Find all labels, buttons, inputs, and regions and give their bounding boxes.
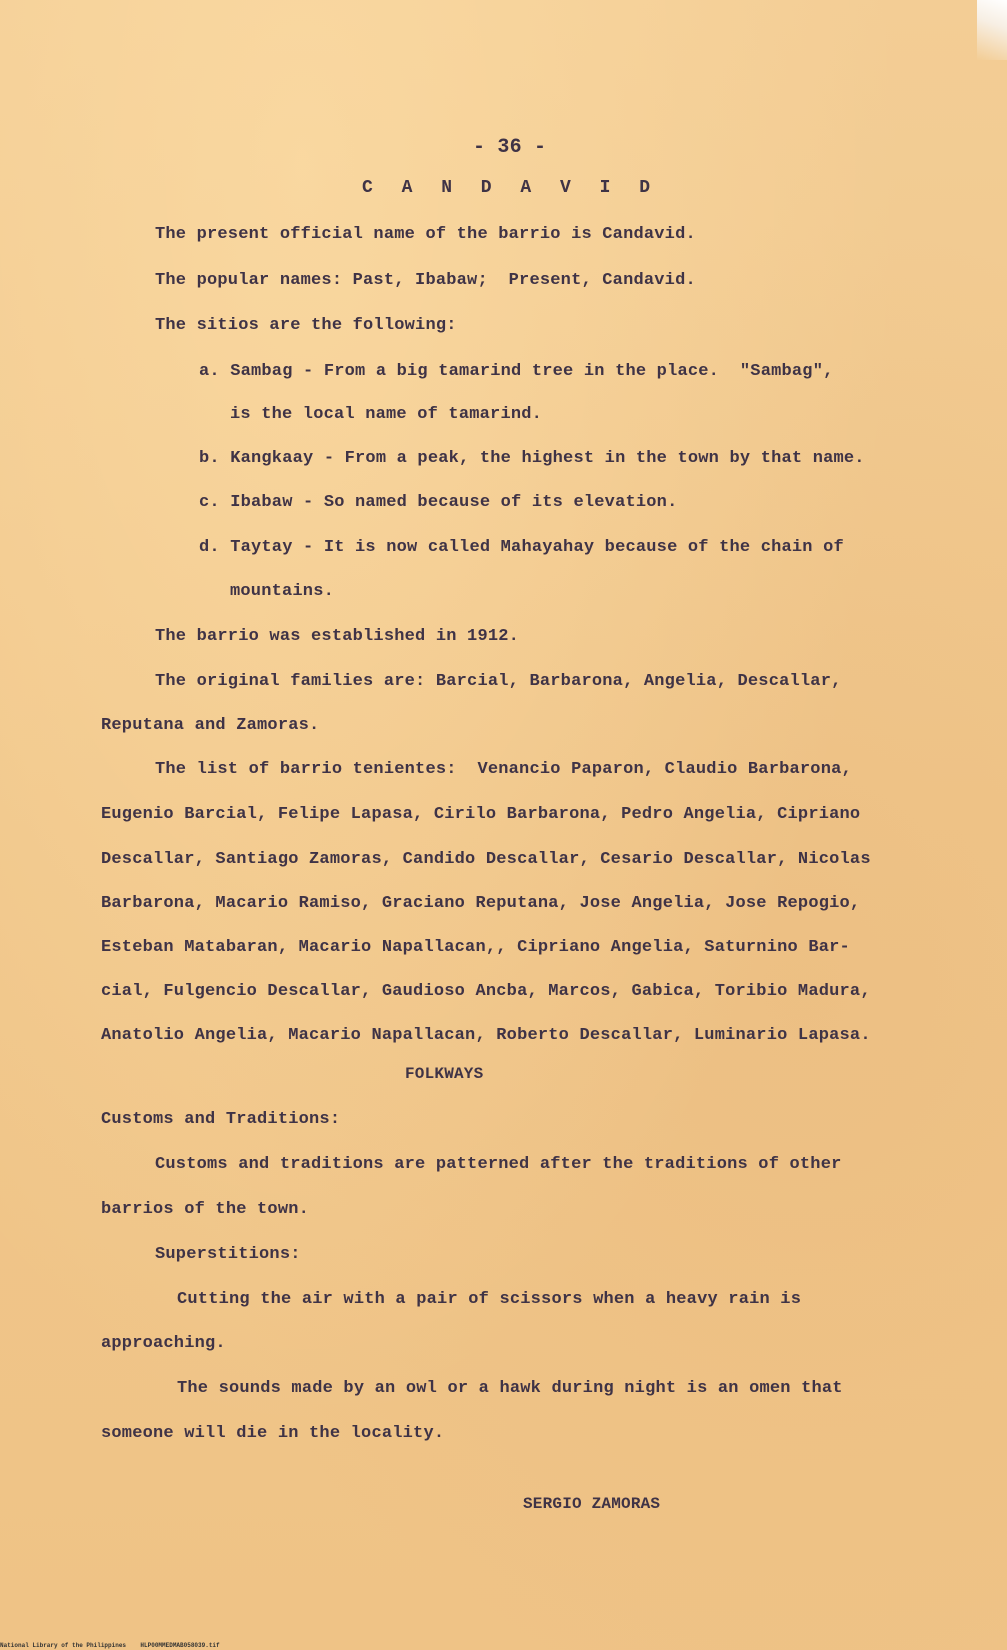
text-line: Customs and traditions are patterned after the traditions of other (155, 1155, 842, 1174)
page-corner (977, 0, 1007, 60)
text-line: The popular names: Past, Ibabaw; Present, Candavid. (155, 271, 696, 290)
text-line: Barbarona, Macario Ramiso, Graciano Reputana, Jose Angelia, Jose Repogio, (101, 894, 861, 913)
scan-footer: National Library of the Philippines HLP00MMEDMAB058039.tif (0, 1642, 220, 1649)
text-line: Esteban Matabaran, Macario Napallacan,, Cipriano Angelia, Saturnino Bar- (101, 938, 850, 957)
text-line: someone will die in the locality. (101, 1424, 445, 1443)
text-line: is the local name of tamarind. (230, 405, 543, 424)
list-item: a. Sambag - From a big tamarind tree in the place. "Sambag", (199, 362, 834, 381)
text-line: The barrio was established in 1912. (155, 627, 520, 646)
text-line: Anatolio Angelia, Macario Napallacan, Roberto Descallar, Luminario Lapasa. (101, 1026, 871, 1045)
document-title: C A N D A V I D (362, 178, 660, 198)
signature-name: SERGIO ZAMORAS (523, 1495, 661, 1513)
subsection-heading: Superstitions: (155, 1245, 301, 1264)
text-line: Descallar, Santiago Zamoras, Candido Descallar, Cesario Descallar, Nicolas (101, 850, 871, 869)
text-line: cial, Fulgencio Descallar, Gaudioso Ancba, Marcos, Gabica, Toribio Madura, (101, 982, 871, 1001)
list-item: b. Kangkaay - From a peak, the highest in the town by that name. (199, 449, 865, 468)
subsection-heading: Customs and Traditions: (101, 1110, 341, 1129)
text-line: The present official name of the barrio is Candavid. (155, 225, 696, 244)
text-line: The sitios are the following: (155, 316, 457, 335)
text-line: approaching. (101, 1334, 226, 1353)
list-item: c. Ibabaw - So named because of its elevation. (199, 493, 678, 512)
text-line: Eugenio Barcial, Felipe Lapasa, Cirilo Barbarona, Pedro Angelia, Cipriano (101, 805, 861, 824)
page-number: - 36 - (473, 136, 547, 159)
list-item: d. Taytay - It is now called Mahayahay because of the chain of (199, 538, 844, 557)
text-line: Cutting the air with a pair of scissors when a heavy rain is (177, 1290, 802, 1309)
text-line: barrios of the town. (101, 1200, 310, 1219)
text-line: mountains. (230, 582, 335, 601)
text-line: The sounds made by an owl or a hawk during night is an omen that (177, 1379, 843, 1398)
text-line: The list of barrio tenientes: Venancio Paparon, Claudio Barbarona, (155, 760, 852, 779)
text-line: The original families are: Barcial, Barbarona, Angelia, Descallar, (155, 672, 842, 691)
text-line: Reputana and Zamoras. (101, 716, 320, 735)
section-heading: FOLKWAYS (405, 1065, 484, 1083)
